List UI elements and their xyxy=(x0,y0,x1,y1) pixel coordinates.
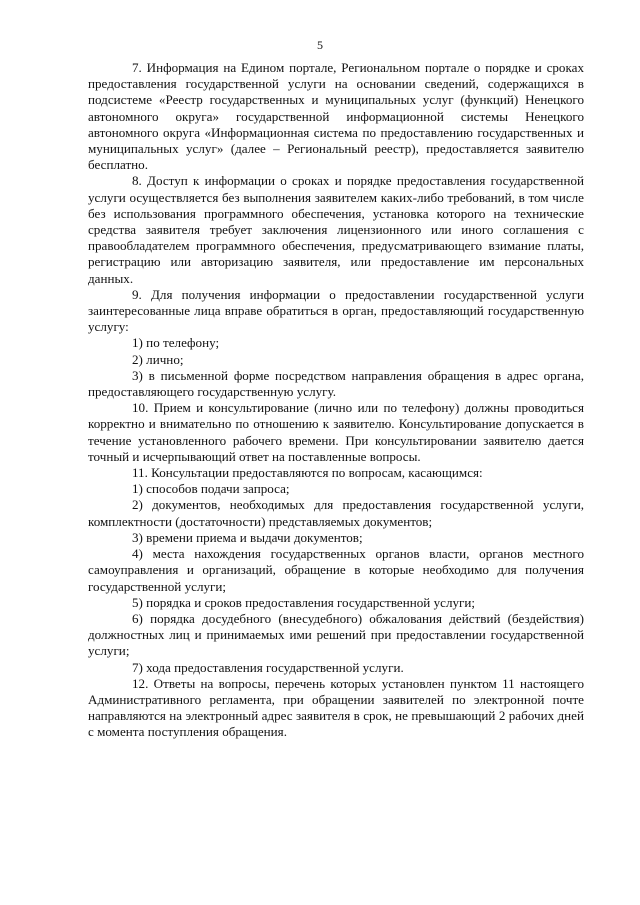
list-item-11-4: 4) места нахождения государственных органов власти, органов местного самоуправления и организаций, обращение в которые необходимо для получения государственной услуги; xyxy=(88,546,584,594)
list-item-11-2: 2) документов, необходимых для предоставления государственной услуги, комплектности (достаточности) представляемых документов; xyxy=(88,497,584,529)
list-item-9-2: 2) лично; xyxy=(132,351,184,367)
list-item-11-1: 1) способов подачи запроса; xyxy=(132,481,290,497)
list-item-11-3: 3) времени приема и выдачи документов; xyxy=(132,529,363,545)
paragraph-11: 11. Консультации предоставляются по вопросам, касающимся: xyxy=(132,465,483,481)
document-body xyxy=(88,60,584,741)
paragraph-9: 9. Для получения информации о предоставлении государственной услуги заинтересованные лица вправе обратиться в орган, предоставляющий государственную услугу: xyxy=(88,286,584,335)
paragraph-7: 7. Информация на Едином портале, Региональном портале о порядке и сроках предоставления государственной услуги на основании сведений, содержащихся в подсистеме «Реестр государственных и муниципальных услуг (функций) Ненецкого автономного округа» государственной информационной системы Ненецкого автономного округа «Информационная система по предоставлению государственных и муниципальных услуг» (далее – Региональный реестр), предоставляется заявителю бесплатно. xyxy=(88,60,584,173)
list-item-11-5: 5) порядка и сроков предоставления государственной услуги; xyxy=(132,594,476,610)
list-item-9-3: 3) в письменной форме посредством направления обращения в адрес органа, предоставляющего государственную услугу. xyxy=(88,367,584,400)
list-item-11-6: 6) порядка досудебного (внесудебного) обжалования действий (бездействия) должностных лиц и принимаемых ими решений при предоставлении государственной услуги; xyxy=(88,610,584,659)
paragraph-10: 10. Прием и консультирование (лично или по телефону) должны проводиться корректно и внимательно по отношению к заявителю. Консультирование допускается в течение установленного рабочего времени. При консультировании заявителю дается точный и исчерпывающий ответ на поставленные вопросы. xyxy=(88,400,584,464)
list-item-11-7: 7) хода предоставления государственной услуги. xyxy=(132,659,404,675)
paragraph-12: 12. Ответы на вопросы, перечень которых установлен пунктом 11 настоящего Административного регламента, при обращении заявителей по электронной почте направляются на электронный адрес заявителя в срок, не превышающий 2 рабочих дней с момента поступления обращения. xyxy=(88,675,584,740)
paragraph-8: 8. Доступ к информации о сроках и порядке предоставления государственной услуги осуществляется без выполнения заявителем каких-либо требований, в том числе без использования программного обеспечения, установка которого на технические средства заявителя требует заключения лицензионного или иного соглашения с правообладателем программного обеспечения, предусматривающего взимание платы, регистрацию или авторизацию заявителя, или предоставление им персональных данных. xyxy=(88,173,584,286)
page-number: 5 xyxy=(317,38,323,52)
list-item-9-1: 1) по телефону; xyxy=(132,335,220,351)
